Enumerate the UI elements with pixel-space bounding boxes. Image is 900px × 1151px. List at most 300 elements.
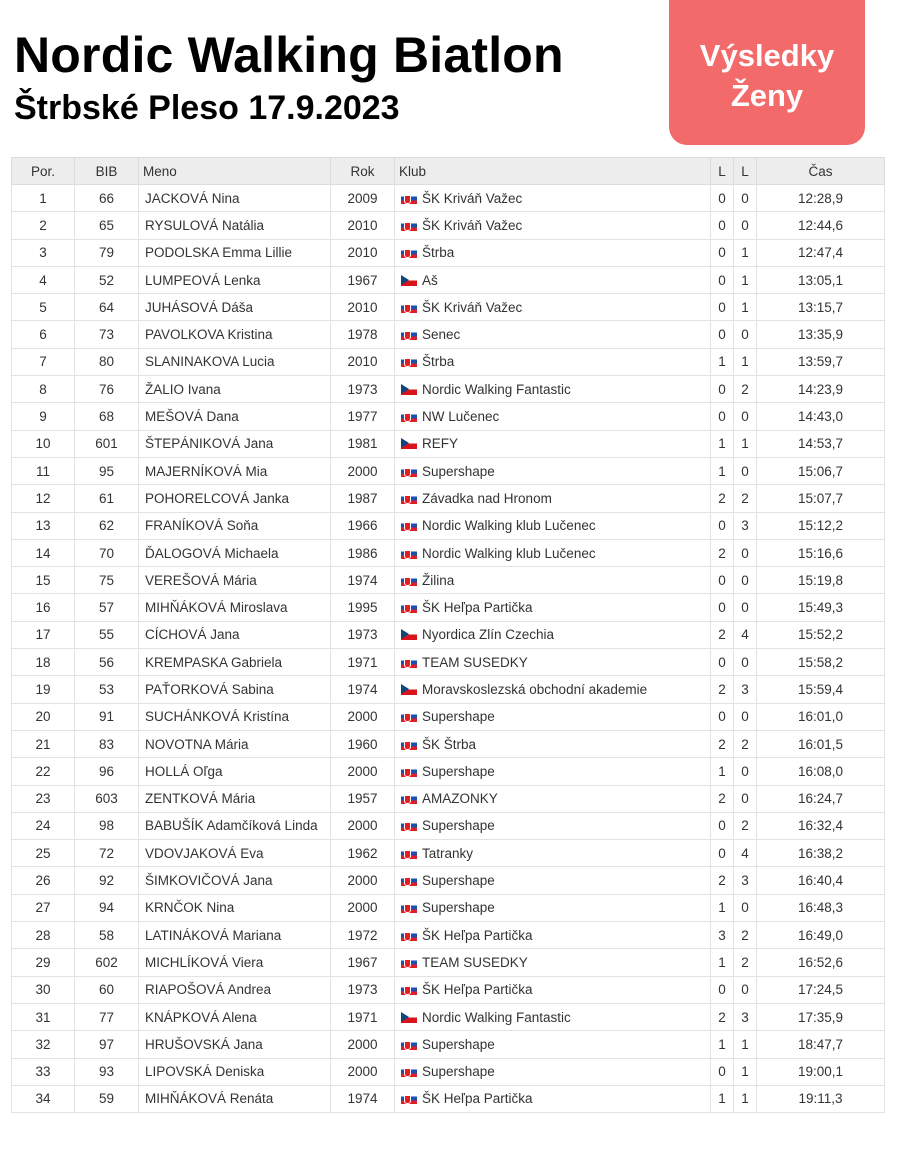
cell-time: 18:47,7 xyxy=(757,1031,885,1058)
cell-time: 17:24,5 xyxy=(757,976,885,1003)
cell-time: 16:01,0 xyxy=(757,703,885,730)
cell-club xyxy=(395,239,711,266)
slovak-flag-icon xyxy=(401,548,417,559)
cell-year: 2010 xyxy=(331,212,395,239)
cell-shooting-2: 0 xyxy=(734,649,757,676)
cell-position: 20 xyxy=(12,703,75,730)
cell-position: 29 xyxy=(12,949,75,976)
cell-name: JACKOVÁ Nina xyxy=(139,185,331,212)
cell-shooting-2: 4 xyxy=(734,840,757,867)
cell-shooting-2: 2 xyxy=(734,730,757,757)
cell-bib: 61 xyxy=(75,485,139,512)
cell-bib: 79 xyxy=(75,239,139,266)
cell-position: 3 xyxy=(12,239,75,266)
cell-name: KRNČOK Nina xyxy=(139,894,331,921)
cell-bib: 65 xyxy=(75,212,139,239)
cell-bib: 601 xyxy=(75,430,139,457)
club-label: ŠK Kriváň Važec xyxy=(422,190,523,206)
cell-bib: 55 xyxy=(75,621,139,648)
cell-name: HOLLÁ Oľga xyxy=(139,758,331,785)
cell-shooting-2: 1 xyxy=(734,1058,757,1085)
cell-shooting-1: 2 xyxy=(711,676,734,703)
cell-shooting-1: 0 xyxy=(711,212,734,239)
slovak-flag-icon xyxy=(401,984,417,995)
cell-name: SLANINAKOVA Lucia xyxy=(139,348,331,375)
cell-position: 28 xyxy=(12,922,75,949)
cell-shooting-1: 0 xyxy=(711,1058,734,1085)
cell-shooting-2: 2 xyxy=(734,376,757,403)
cell-bib: 603 xyxy=(75,785,139,812)
cell-club xyxy=(395,1031,711,1058)
cell-year: 1974 xyxy=(331,676,395,703)
table-row xyxy=(12,485,885,512)
cell-shooting-1: 0 xyxy=(711,376,734,403)
cell-name: VEREŠOVÁ Mária xyxy=(139,567,331,594)
cell-shooting-2: 0 xyxy=(734,185,757,212)
cell-club xyxy=(395,949,711,976)
club-label: ŠK Heľpa Partička xyxy=(422,600,533,616)
cell-bib: 91 xyxy=(75,703,139,730)
cell-year: 1971 xyxy=(331,649,395,676)
cell-club xyxy=(395,758,711,785)
cell-bib: 59 xyxy=(75,1085,139,1112)
cell-time: 15:58,2 xyxy=(757,649,885,676)
table-row xyxy=(12,1085,885,1112)
cell-year: 1981 xyxy=(331,430,395,457)
slovak-flag-icon xyxy=(401,848,417,859)
cell-position: 18 xyxy=(12,649,75,676)
col-header-shooting-1: L xyxy=(711,158,734,185)
cell-position: 10 xyxy=(12,430,75,457)
club-label: TEAM SUSEDKY xyxy=(422,954,528,970)
cell-name: JUHÁSOVÁ Dáša xyxy=(139,294,331,321)
cell-shooting-1: 0 xyxy=(711,594,734,621)
cell-year: 2000 xyxy=(331,758,395,785)
cell-year: 1973 xyxy=(331,976,395,1003)
results-badge xyxy=(669,0,865,145)
cell-name: BABUŠÍK Adamčíková Linda xyxy=(139,812,331,839)
cell-club xyxy=(395,185,711,212)
cell-club xyxy=(395,1058,711,1085)
cell-time: 16:01,5 xyxy=(757,730,885,757)
cell-name: FRANÍKOVÁ Soňa xyxy=(139,512,331,539)
cell-club xyxy=(395,703,711,730)
cell-position: 6 xyxy=(12,321,75,348)
cell-year: 1967 xyxy=(331,266,395,293)
club-label: ŠK Kriváň Važec xyxy=(422,217,523,233)
cell-shooting-2: 0 xyxy=(734,321,757,348)
cell-shooting-2: 3 xyxy=(734,512,757,539)
slovak-flag-icon xyxy=(401,1066,417,1077)
table-row xyxy=(12,594,885,621)
badge-line-2: Ženy xyxy=(730,78,804,113)
table-row xyxy=(12,321,885,348)
cell-shooting-2: 1 xyxy=(734,1031,757,1058)
club-label: TEAM SUSEDKY xyxy=(422,654,528,670)
cell-name: HRUŠOVSKÁ Jana xyxy=(139,1031,331,1058)
table-row xyxy=(12,512,885,539)
slovak-flag-icon xyxy=(401,793,417,804)
cell-shooting-1: 0 xyxy=(711,185,734,212)
cell-bib: 58 xyxy=(75,922,139,949)
cell-position: 17 xyxy=(12,621,75,648)
cell-name: ŠTEPÁNIKOVÁ Jana xyxy=(139,430,331,457)
cell-name: MICHLÍKOVÁ Viera xyxy=(139,949,331,976)
cell-name: VDOVJAKOVÁ Eva xyxy=(139,840,331,867)
cell-shooting-2: 0 xyxy=(734,758,757,785)
table-row xyxy=(12,212,885,239)
slovak-flag-icon xyxy=(401,302,417,313)
cell-name: KREMPASKA Gabriela xyxy=(139,649,331,676)
col-header-year: Rok xyxy=(331,158,395,185)
cell-position: 27 xyxy=(12,894,75,921)
table-row xyxy=(12,922,885,949)
cell-shooting-2: 0 xyxy=(734,212,757,239)
cell-position: 25 xyxy=(12,840,75,867)
cell-club xyxy=(395,266,711,293)
czech-flag-icon xyxy=(401,1012,417,1023)
cell-club xyxy=(395,539,711,566)
club-label: Supershape xyxy=(422,763,495,779)
czech-flag-icon xyxy=(401,629,417,640)
cell-shooting-1: 2 xyxy=(711,867,734,894)
cell-shooting-2: 0 xyxy=(734,703,757,730)
cell-position: 1 xyxy=(12,185,75,212)
slovak-flag-icon xyxy=(401,193,417,204)
table-row xyxy=(12,840,885,867)
table-row xyxy=(12,185,885,212)
cell-time: 16:48,3 xyxy=(757,894,885,921)
table-row xyxy=(12,294,885,321)
club-label: Nyordica Zlín Czechia xyxy=(422,627,555,643)
cell-year: 2000 xyxy=(331,703,395,730)
cell-year: 1977 xyxy=(331,403,395,430)
cell-club xyxy=(395,1085,711,1112)
cell-time: 16:24,7 xyxy=(757,785,885,812)
table-row xyxy=(12,1058,885,1085)
cell-position: 31 xyxy=(12,1003,75,1030)
cell-time: 14:23,9 xyxy=(757,376,885,403)
cell-name: LIPOVSKÁ Deniska xyxy=(139,1058,331,1085)
cell-time: 15:19,8 xyxy=(757,567,885,594)
cell-shooting-1: 1 xyxy=(711,457,734,484)
col-header-name: Meno xyxy=(139,158,331,185)
table-row xyxy=(12,376,885,403)
cell-club xyxy=(395,621,711,648)
cell-name: RIAPOŠOVÁ Andrea xyxy=(139,976,331,1003)
cell-time: 15:52,2 xyxy=(757,621,885,648)
slovak-flag-icon xyxy=(401,711,417,722)
cell-name: KNÁPKOVÁ Alena xyxy=(139,1003,331,1030)
cell-name: MEŠOVÁ Dana xyxy=(139,403,331,430)
club-label: REFY xyxy=(422,436,459,452)
slovak-flag-icon xyxy=(401,220,417,231)
slovak-flag-icon xyxy=(401,902,417,913)
table-row xyxy=(12,676,885,703)
cell-time: 16:49,0 xyxy=(757,922,885,949)
cell-club xyxy=(395,649,711,676)
col-header-time: Čas xyxy=(757,158,885,185)
cell-position: 32 xyxy=(12,1031,75,1058)
cell-shooting-2: 1 xyxy=(734,1085,757,1112)
col-header-shooting-2: L xyxy=(734,158,757,185)
cell-position: 34 xyxy=(12,1085,75,1112)
table-row xyxy=(12,430,885,457)
cell-shooting-2: 2 xyxy=(734,485,757,512)
club-label: Moravskoslezská obchodní akademie xyxy=(422,681,648,697)
cell-shooting-1: 0 xyxy=(711,294,734,321)
cell-year: 1960 xyxy=(331,730,395,757)
page-title: Nordic Walking Biatlon xyxy=(14,27,564,83)
cell-club xyxy=(395,321,711,348)
cell-shooting-1: 1 xyxy=(711,1085,734,1112)
col-header-position: Por. xyxy=(12,158,75,185)
czech-flag-icon xyxy=(401,275,417,286)
cell-time: 15:12,2 xyxy=(757,512,885,539)
cell-position: 30 xyxy=(12,976,75,1003)
cell-shooting-2: 4 xyxy=(734,621,757,648)
cell-shooting-1: 0 xyxy=(711,812,734,839)
cell-year: 1967 xyxy=(331,949,395,976)
results-table xyxy=(11,157,885,1113)
cell-shooting-2: 0 xyxy=(734,539,757,566)
slovak-flag-icon xyxy=(401,766,417,777)
cell-time: 12:28,9 xyxy=(757,185,885,212)
cell-bib: 93 xyxy=(75,1058,139,1085)
cell-bib: 83 xyxy=(75,730,139,757)
cell-time: 15:59,4 xyxy=(757,676,885,703)
table-row xyxy=(12,348,885,375)
club-label: ŠK Štrba xyxy=(422,736,477,752)
table-row xyxy=(12,1031,885,1058)
cell-name: SUCHÁNKOVÁ Kristína xyxy=(139,703,331,730)
cell-shooting-1: 2 xyxy=(711,621,734,648)
cell-bib: 95 xyxy=(75,457,139,484)
slovak-flag-icon xyxy=(401,739,417,750)
table-row xyxy=(12,730,885,757)
cell-time: 16:08,0 xyxy=(757,758,885,785)
cell-club xyxy=(395,894,711,921)
club-label: ŠK Heľpa Partička xyxy=(422,927,533,943)
col-header-club: Klub xyxy=(395,158,711,185)
cell-year: 1973 xyxy=(331,376,395,403)
table-row xyxy=(12,539,885,566)
cell-name: PAŤORKOVÁ Sabina xyxy=(139,676,331,703)
slovak-flag-icon xyxy=(401,575,417,586)
cell-shooting-1: 0 xyxy=(711,239,734,266)
cell-year: 1966 xyxy=(331,512,395,539)
slovak-flag-icon xyxy=(401,1093,417,1104)
slovak-flag-icon xyxy=(401,520,417,531)
club-label: Supershape xyxy=(422,1036,495,1052)
cell-position: 16 xyxy=(12,594,75,621)
cell-time: 19:11,3 xyxy=(757,1085,885,1112)
slovak-flag-icon xyxy=(401,411,417,422)
cell-time: 15:07,7 xyxy=(757,485,885,512)
cell-bib: 77 xyxy=(75,1003,139,1030)
table-row xyxy=(12,949,885,976)
cell-time: 14:43,0 xyxy=(757,403,885,430)
cell-name: MIHŇÁKOVÁ Miroslava xyxy=(139,594,331,621)
cell-shooting-2: 2 xyxy=(734,949,757,976)
cell-bib: 72 xyxy=(75,840,139,867)
club-label: Závadka nad Hronom xyxy=(422,490,552,506)
cell-shooting-1: 0 xyxy=(711,976,734,1003)
cell-club xyxy=(395,294,711,321)
club-label: Nordic Walking Fantastic xyxy=(422,1009,571,1025)
col-header-bib: BIB xyxy=(75,158,139,185)
club-label: Nordic Walking klub Lučenec xyxy=(422,518,596,534)
table-row xyxy=(12,403,885,430)
cell-shooting-2: 0 xyxy=(734,894,757,921)
cell-name: POHORELCOVÁ Janka xyxy=(139,485,331,512)
cell-bib: 66 xyxy=(75,185,139,212)
cell-shooting-1: 0 xyxy=(711,649,734,676)
club-label: Supershape xyxy=(422,873,495,889)
czech-flag-icon xyxy=(401,684,417,695)
cell-shooting-2: 2 xyxy=(734,922,757,949)
cell-club xyxy=(395,403,711,430)
cell-position: 7 xyxy=(12,348,75,375)
slovak-flag-icon xyxy=(401,957,417,968)
cell-position: 8 xyxy=(12,376,75,403)
club-label: Senec xyxy=(422,327,461,343)
cell-time: 15:49,3 xyxy=(757,594,885,621)
cell-shooting-1: 2 xyxy=(711,785,734,812)
cell-shooting-2: 0 xyxy=(734,976,757,1003)
slovak-flag-icon xyxy=(401,329,417,340)
cell-year: 1972 xyxy=(331,922,395,949)
cell-year: 2000 xyxy=(331,1058,395,1085)
table-row xyxy=(12,758,885,785)
cell-time: 16:38,2 xyxy=(757,840,885,867)
slovak-flag-icon xyxy=(401,820,417,831)
cell-bib: 98 xyxy=(75,812,139,839)
cell-shooting-1: 1 xyxy=(711,758,734,785)
club-label: ŠK Heľpa Partička xyxy=(422,1091,533,1107)
cell-bib: 68 xyxy=(75,403,139,430)
table-row xyxy=(12,785,885,812)
table-row xyxy=(12,239,885,266)
cell-time: 13:15,7 xyxy=(757,294,885,321)
cell-position: 5 xyxy=(12,294,75,321)
cell-shooting-2: 0 xyxy=(734,457,757,484)
cell-bib: 70 xyxy=(75,539,139,566)
cell-position: 22 xyxy=(12,758,75,785)
cell-time: 15:06,7 xyxy=(757,457,885,484)
cell-shooting-1: 1 xyxy=(711,949,734,976)
cell-bib: 92 xyxy=(75,867,139,894)
club-label: Supershape xyxy=(422,818,495,834)
cell-year: 2000 xyxy=(331,457,395,484)
club-label: NW Lučenec xyxy=(422,409,500,425)
slovak-flag-icon xyxy=(401,1039,417,1050)
club-label: Aš xyxy=(422,272,438,288)
cell-shooting-2: 1 xyxy=(734,430,757,457)
cell-year: 2010 xyxy=(331,239,395,266)
club-label: Nordic Walking klub Lučenec xyxy=(422,545,596,561)
table-row xyxy=(12,621,885,648)
page-subtitle: Štrbské Pleso 17.9.2023 xyxy=(14,89,400,127)
cell-club xyxy=(395,376,711,403)
cell-shooting-1: 0 xyxy=(711,840,734,867)
cell-time: 13:35,9 xyxy=(757,321,885,348)
table-row xyxy=(12,894,885,921)
cell-shooting-1: 2 xyxy=(711,485,734,512)
cell-shooting-1: 3 xyxy=(711,922,734,949)
cell-position: 24 xyxy=(12,812,75,839)
cell-shooting-1: 0 xyxy=(711,703,734,730)
slovak-flag-icon xyxy=(401,466,417,477)
cell-club xyxy=(395,785,711,812)
cell-year: 1974 xyxy=(331,567,395,594)
club-label: Štrba xyxy=(422,354,455,370)
cell-shooting-1: 2 xyxy=(711,1003,734,1030)
slovak-flag-icon xyxy=(401,602,417,613)
table-row xyxy=(12,703,885,730)
cell-club xyxy=(395,457,711,484)
cell-time: 16:32,4 xyxy=(757,812,885,839)
cell-club xyxy=(395,512,711,539)
slovak-flag-icon xyxy=(401,356,417,367)
cell-club xyxy=(395,867,711,894)
cell-shooting-2: 1 xyxy=(734,266,757,293)
cell-name: LUMPEOVÁ Lenka xyxy=(139,266,331,293)
cell-year: 2010 xyxy=(331,294,395,321)
club-label: Supershape xyxy=(422,709,495,725)
cell-club xyxy=(395,812,711,839)
cell-name: MIHŇÁKOVÁ Renáta xyxy=(139,1085,331,1112)
cell-shooting-2: 3 xyxy=(734,867,757,894)
cell-time: 16:40,4 xyxy=(757,867,885,894)
slovak-flag-icon xyxy=(401,493,417,504)
cell-club xyxy=(395,430,711,457)
cell-bib: 53 xyxy=(75,676,139,703)
cell-year: 1957 xyxy=(331,785,395,812)
cell-bib: 76 xyxy=(75,376,139,403)
cell-name: LATINÁKOVÁ Mariana xyxy=(139,922,331,949)
cell-year: 2000 xyxy=(331,812,395,839)
table-row xyxy=(12,812,885,839)
cell-bib: 64 xyxy=(75,294,139,321)
cell-name: PAVOLKOVA Kristina xyxy=(139,321,331,348)
cell-time: 17:35,9 xyxy=(757,1003,885,1030)
table-header-row xyxy=(12,158,885,185)
slovak-flag-icon xyxy=(401,875,417,886)
cell-bib: 57 xyxy=(75,594,139,621)
cell-year: 2000 xyxy=(331,1031,395,1058)
cell-bib: 75 xyxy=(75,567,139,594)
cell-club xyxy=(395,485,711,512)
table-row xyxy=(12,457,885,484)
cell-position: 14 xyxy=(12,539,75,566)
cell-name: NOVOTNA Mária xyxy=(139,730,331,757)
club-label: Žilina xyxy=(422,572,455,588)
cell-shooting-1: 1 xyxy=(711,430,734,457)
cell-bib: 602 xyxy=(75,949,139,976)
cell-shooting-2: 1 xyxy=(734,239,757,266)
cell-shooting-2: 0 xyxy=(734,594,757,621)
cell-shooting-1: 0 xyxy=(711,403,734,430)
cell-shooting-1: 2 xyxy=(711,539,734,566)
cell-position: 15 xyxy=(12,567,75,594)
cell-year: 2010 xyxy=(331,348,395,375)
cell-bib: 80 xyxy=(75,348,139,375)
cell-time: 13:59,7 xyxy=(757,348,885,375)
cell-time: 12:47,4 xyxy=(757,239,885,266)
cell-year: 2000 xyxy=(331,894,395,921)
club-label: Supershape xyxy=(422,463,495,479)
